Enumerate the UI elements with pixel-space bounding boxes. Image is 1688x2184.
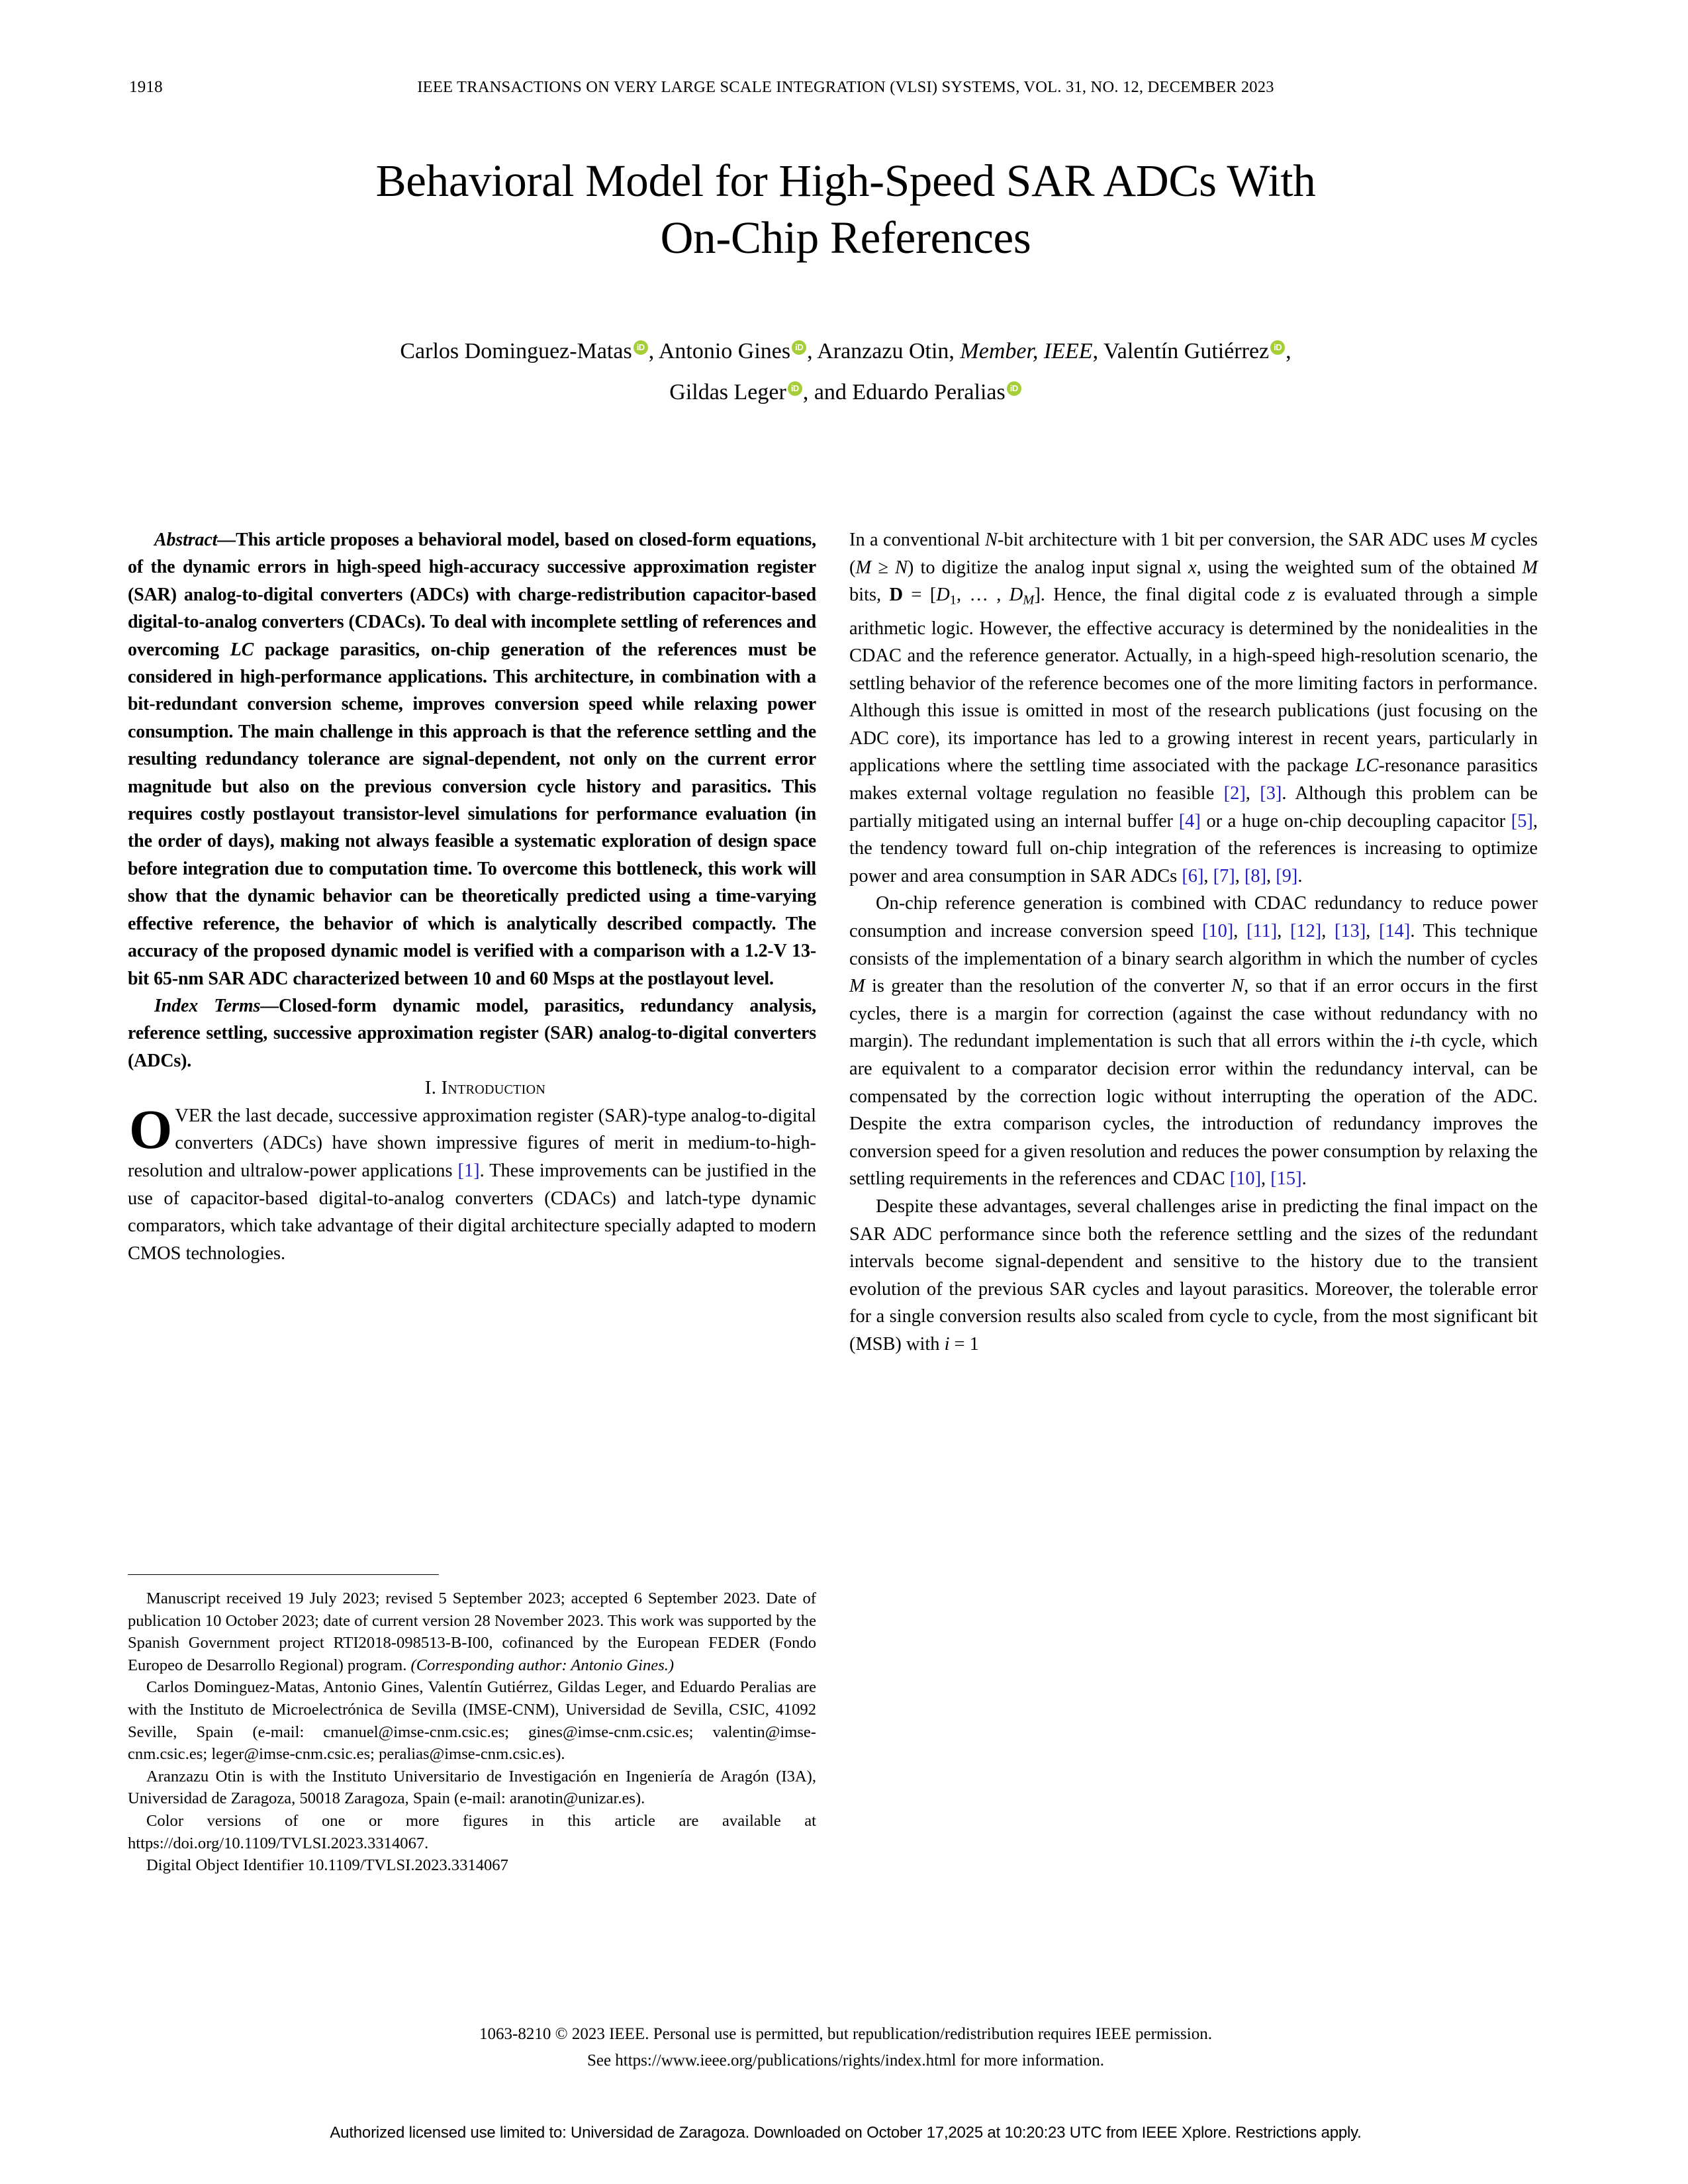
p2-g: ]. Hence, the final digital code [1034, 585, 1288, 606]
math-var-M-3: M [849, 976, 865, 997]
citation-link[interactable]: [3] [1260, 783, 1282, 804]
page-folio: 1918 [129, 78, 163, 96]
math-var-x: x [1188, 557, 1197, 578]
p2-a: In a conventional [849, 530, 985, 550]
author-name: Gildas Leger [669, 380, 786, 404]
author-name: Valentín Gutiérrez [1103, 339, 1270, 363]
page-title [129, 152, 1562, 266]
p3-sep4: , [1366, 921, 1380, 942]
copyright-block [129, 2021, 1562, 2074]
citation-link[interactable]: [4] [1178, 810, 1201, 831]
author-name: Aranzazu Otin, [817, 339, 955, 363]
abstract-label: Abstract— [154, 530, 236, 550]
math-var-N-2: N [1231, 976, 1244, 997]
orcid-icon[interactable]: iD [633, 340, 648, 355]
p2-l: or a huge on-chip decoupling capacitor [1200, 810, 1511, 831]
intro-p1-text-a: VER the last decade, successive approximation register (SAR)-type analog-to-digital converters (ADCs) have shown impressive figures of merit in medium-to-high-resolution and ultralow-power applications [128, 1105, 816, 1181]
title-line-1: Behavioral Model for High-Speed SAR ADCs With [375, 156, 1316, 206]
intro-paragraph-3 [849, 890, 1538, 1193]
citation-link[interactable]: [14] [1379, 921, 1411, 942]
p2-i: -resonance parasitics makes external voltage regulation no feasible [849, 755, 1538, 804]
footnote-p1-text: Manuscript received 19 July 2023; revised 5 September 2023; accepted 6 September 2023. Date of publication 10 October 2023; date of current version 28 November 2023. This work was supported by the Spanish Government project RTI2018-098513-B-I00, cofinanced by the European FEDER (Fondo Europeo de Desarrollo Regional) program. [128, 1590, 816, 1674]
intro-p1-text-b: . These improvements can be justified in the use of capacitor-based digital-to-analog converters (CDACs) and latch-type dynamic comparators, which take advantage of their digital architecture specially adapted to modern CMOS technologies. [128, 1160, 816, 1264]
p3-b: . This technique consists of the implementation of a binary search algorithm in which the number of cycles [849, 921, 1538, 969]
author-separator: , [648, 339, 659, 363]
orcid-icon[interactable]: iD [1270, 340, 1285, 355]
citation-link[interactable]: [1] [457, 1160, 480, 1181]
p3-a: On-chip reference generation is combined with CDAC redundancy to reduce power consumption and increase conversion speed [849, 893, 1538, 942]
p2-e: , using the weighted sum of the obtained [1196, 557, 1523, 578]
math-var-z: z [1288, 585, 1295, 606]
abstract-lc-term: LC [230, 639, 254, 660]
citation-link[interactable]: [15] [1270, 1168, 1302, 1190]
orcid-icon[interactable]: iD [1007, 381, 1021, 396]
p3-e: -th cycle, which are equivalent to a comparator decision error within the redundancy interval, can be compensated by the correction logic without interrupting the operation of the ADC. Despite the extra comparison cycles, the introduction of redundancy improves the conversion speed for a given resolution and reduces the power consumption by relaxing the settling requirements in the references and CDAC [849, 1031, 1538, 1190]
p3-d: , so that if an error occurs in the first cycles, there is a margin for correction (against the case without redundancy with no margin). The redundant implementation is such that all errors within the [849, 976, 1538, 1052]
citation-link[interactable]: [2] [1223, 783, 1246, 804]
p3-sep1: , [1233, 921, 1246, 942]
author-membership: Member, IEEE [960, 339, 1093, 363]
p2-j2: , [1203, 865, 1213, 886]
footnote-divider [128, 1574, 439, 1575]
column-left [128, 526, 816, 1267]
p2-j3: , [1235, 865, 1244, 886]
author-separator: , [1092, 339, 1103, 363]
index-terms-label: Index Terms— [154, 995, 279, 1016]
p4-a: Despite these advantages, several challenges arise in predicting the final impact on the SAR ADC performance since both the reference settling and the sizes of the redundant intervals become signal-dependent and sensitive to the history due to the transient evolution of the previous SAR cycles and layout parasitics. Moreover, the tolerable error for a single conversion results also scaled from cycle to cycle, from the most significant bit (MSB) with [849, 1196, 1538, 1354]
citation-link[interactable]: [7] [1213, 865, 1235, 886]
p2-j: , [1245, 783, 1260, 804]
license-footer: Authorized licensed use limited to: Universidad de Zaragoza. Downloaded on October 17,2025 at 10:20:23 UTC from IEEE Xplore. Restrictions apply. [330, 2124, 1362, 2142]
section-heading-introduction [128, 1074, 816, 1102]
p2-n: . [1297, 865, 1303, 886]
running-head [129, 78, 1562, 101]
math-var-i-2: i [944, 1333, 950, 1354]
corresponding-author-note: (Corresponding author: Antonio Gines.) [410, 1656, 675, 1674]
p2-h: is evaluated through a simple arithmetic logic. However, the effective accuracy is determined by the nonidealities in the CDAC and the reference generator. Actually, in a high-speed high-resolution scenario, the settling behavior of the reference becomes one of the more limiting factors in performance. Although this issue is omitted in most of the research publications (just focusing on the ADC core), its importance has led to a growing interest in recent years, particularly in applications where the settling time associated with the package [849, 585, 1538, 777]
p3-c: is greater than the resolution of the converter [865, 976, 1232, 997]
math-var-D1: D [936, 585, 950, 606]
footnote-doi: Digital Object Identifier 10.1109/TVLSI.2023.3314067 [146, 1856, 508, 1875]
copyright-line-1: 1063-8210 © 2023 IEEE. Personal use is permitted, but republication/redistribution requires IEEE permission. [479, 2025, 1212, 2043]
intro-paragraph-4 [849, 1193, 1538, 1358]
math-vector-D: D [889, 585, 904, 606]
citation-link[interactable]: [10] [1229, 1168, 1262, 1190]
citation-link[interactable]: [6] [1182, 865, 1204, 886]
footnote-block [128, 1588, 816, 1877]
p2-f: bits, [849, 585, 890, 606]
column-right [849, 526, 1538, 1358]
index-terms-paragraph [128, 992, 816, 1074]
p3-sep2: , [1277, 921, 1290, 942]
orcid-icon[interactable]: iD [788, 381, 802, 396]
author-list [129, 331, 1562, 413]
intro-paragraph-2 [849, 526, 1538, 890]
p2-eq: = [ [903, 585, 937, 606]
abstract-body-part-1: This article proposes a behavioral model, based on closed-form equations, of the dynamic errors in high-speed high-accuracy successive approximation register (SAR) analog-to-digital converters (ADCs) with charge-redistribution capacitor-based digital-to-analog converters (CDACs). To deal with incomplete settling of references and overcoming [128, 530, 816, 660]
author-name: Carlos Dominguez-Matas [400, 339, 632, 363]
citation-link[interactable]: [5] [1511, 810, 1533, 831]
author-separator: , [807, 339, 818, 363]
author-name: Eduardo Peralias [852, 380, 1006, 404]
section-name: Introduction [441, 1078, 546, 1099]
intro-paragraph-1 [128, 1098, 816, 1268]
math-inequality-M-ge-N: M ≥ N [855, 557, 908, 578]
citation-link[interactable]: [10] [1201, 921, 1234, 942]
math-subscript-1: 1 [949, 593, 957, 608]
abstract-body-part-2: package parasitics, on-chip generation of the references must be considered in high-performance applications. This architecture, in combination with a bit-redundant conversion scheme, improves conversion speed while relaxing power consumption. The main challenge in this approach is that the reference settling and the resulting redundancy tolerance are signal-dependent, not only on the current error magnitude but also on the previous conversion cycle history and parasitics. This requires costly postlayout transistor-level simulations for performance evaluation (in the order of days), making not always feasible a systematic exploration of design space before integration due to computation time. To overcome this bottleneck, this work will show that the dynamic behavior can be theoretically predicted using a time-varying effective reference, the behavior of which is analytically described compactly. The accuracy of the proposed dynamic model is verified with a comparison with a 1.2-V 13-bit 65-nm SAR ADC characterized between 10 and 60 Msps at the postlayout level. [128, 639, 816, 989]
p3-g: . [1301, 1168, 1307, 1190]
drop-cap-letter: O [129, 1098, 173, 1161]
math-var-M: M [1470, 530, 1486, 550]
p2-m: , the tendency toward full on-chip integration of the references is increasing to optimize power and area consumption in SAR ADCs [849, 810, 1538, 886]
math-var-N: N [984, 530, 998, 550]
math-subscript-M: M [1023, 593, 1035, 608]
abstract-paragraph [128, 526, 816, 992]
author-separator: , and [802, 380, 853, 404]
title-line-2: On-Chip References [660, 213, 1031, 263]
orcid-icon[interactable]: iD [792, 340, 806, 355]
math-term-LC: LC [1355, 755, 1379, 777]
p3-sep3: , [1321, 921, 1335, 942]
p3-sep5: , [1261, 1168, 1271, 1190]
citation-link[interactable]: [13] [1334, 921, 1366, 942]
citation-link[interactable]: [9] [1276, 865, 1298, 886]
p2-c: cycles ( [849, 530, 1538, 578]
author-separator: , [1286, 339, 1291, 363]
footnote-affiliation-imse: Carlos Dominguez-Matas, Antonio Gines, Valentín Gutiérrez, Gildas Leger, and Eduardo Peralias are with the Instituto de Microelectrónica de Sevilla (IMSE-CNM), Universidad de Sevilla, CSIC, 41092 Seville, Spain (e-mail: cmanuel@imse-cnm.csic.es; gines@imse-cnm.csic.es; valentin@imse-cnm.csic.es; leger@imse-cnm.csic.es; peralias@imse-cnm.csic.es). [128, 1678, 816, 1764]
math-var-M-2: M [1522, 557, 1538, 578]
p4-b: = 1 [949, 1333, 979, 1354]
p2-d: ) to digitize the analog input signal [907, 557, 1188, 578]
footnote-manuscript-history [128, 1588, 816, 1676]
journal-title-line: IEEE TRANSACTIONS ON VERY LARGE SCALE INTEGRATION (VLSI) SYSTEMS, VOL. 31, NO. 12, DECEMBER 2023 [417, 78, 1274, 96]
index-terms-body: Closed-form dynamic model, parasitics, redundancy analysis, reference settling, successive approximation register (SAR) analog-to-digital converters (ADCs). [128, 995, 816, 1071]
copyright-line-2: See https://www.ieee.org/publications/rights/index.html for more information. [586, 2052, 1105, 2069]
footnote-color-versions: Color versions of one or more figures in this article are available at https://doi.org/10.1109/TVLSI.2023.3314067. [128, 1811, 816, 1852]
math-var-i: i [1409, 1031, 1415, 1052]
author-name: Antonio Gines [658, 339, 791, 363]
p2-j4: , [1266, 865, 1276, 886]
p2-b: -bit architecture with 1 bit per conversion, the SAR ADC uses [997, 530, 1471, 550]
p2-k: . Although this problem can be partially mitigated using an internal buffer [849, 783, 1538, 831]
p2-dots: , … , [957, 585, 1009, 606]
section-number: I. [424, 1078, 437, 1099]
citation-link[interactable]: [12] [1289, 921, 1322, 942]
math-var-DM: D [1009, 585, 1023, 606]
citation-link[interactable]: [8] [1244, 865, 1267, 886]
footnote-affiliation-zaragoza: Aranzazu Otin is with the Instituto Universitario de Investigación en Ingeniería de Aragón (I3A), Universidad de Zaragoza, 50018 Zaragoza, Spain (e-mail: aranotin@unizar.es). [128, 1767, 816, 1808]
citation-link[interactable]: [11] [1246, 921, 1278, 942]
